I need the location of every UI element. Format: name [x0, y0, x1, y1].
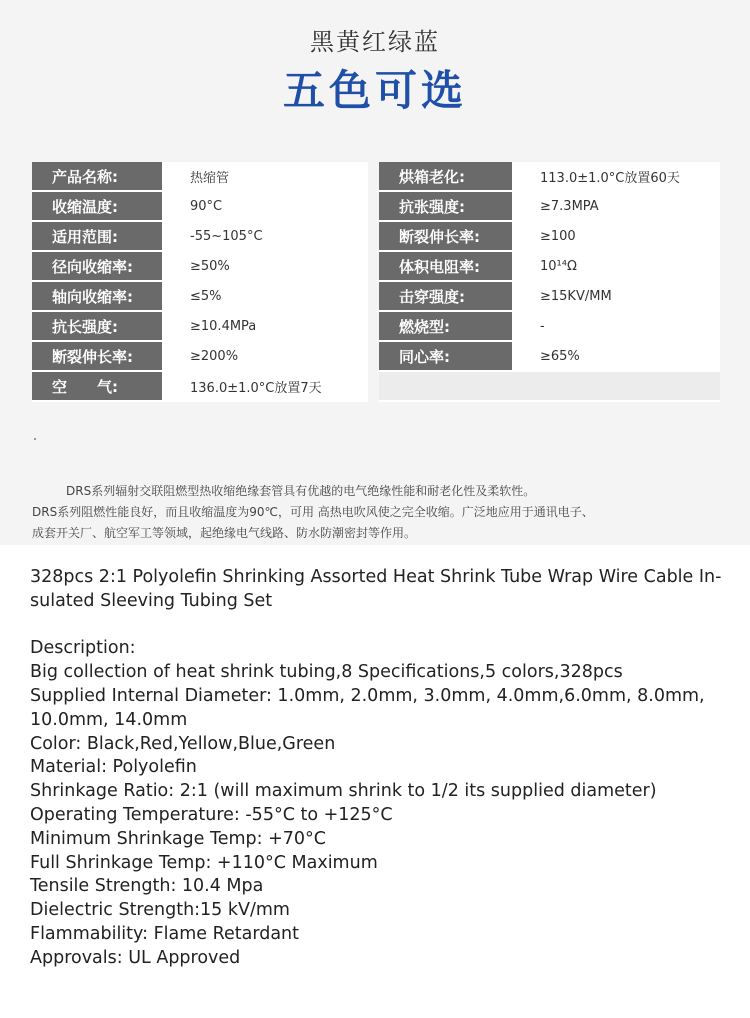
detail-line: Shrinkage Ratio: 2:1 (will maximum shrink to 1/2 its supplied diameter): [30, 781, 657, 802]
spec-label: 收缩温度:: [32, 191, 163, 221]
spec-table-right: [379, 162, 720, 402]
spec-label: 轴向收缩率:: [32, 281, 163, 311]
product-title: 328pcs 2:1 Polyolefin Shrinking Assorted Heat Shrink Tube Wrap Wire Cable In-sulated Sleeving Tubing Set: [30, 567, 722, 611]
spec-label: 同心率:: [379, 341, 513, 371]
empty-cell: [379, 371, 720, 401]
spec-value: ≥65%: [513, 341, 720, 371]
spec-value: 136.0±1.0°C放置7天: [163, 371, 368, 401]
spec-label: 径向收缩率:: [32, 251, 163, 281]
spec-value: ≥15KV/MM: [513, 281, 720, 311]
spec-value: ≥7.3MPA: [513, 191, 720, 221]
headline: 五色可选: [282, 66, 467, 115]
spec-row: [379, 341, 720, 371]
spec-row: [379, 221, 720, 251]
spec-row: [32, 371, 368, 401]
spec-row: [379, 251, 720, 281]
spec-value: ≥200%: [163, 341, 368, 371]
spec-value: -: [513, 311, 720, 341]
spec-row-empty: [379, 371, 720, 401]
cn-description-line: DRS系列辐射交联阻燃型热收缩绝缘套管具有优越的电气绝缘性能和耐老化性及柔软性。: [66, 484, 536, 498]
detail-line: Supplied Internal Diameter: 1.0mm, 2.0mm, 3.0mm, 4.0mm,6.0mm, 8.0mm, 10.0mm, 14.0mm: [30, 685, 705, 730]
spec-value: -55~105°C: [163, 221, 368, 251]
spec-label: 适用范围:: [32, 221, 163, 251]
stray-dot: [34, 438, 36, 440]
spec-label: 抗长强度:: [32, 311, 163, 341]
description-heading: Description:: [30, 638, 136, 659]
spec-row: [32, 281, 368, 311]
detail-line: Dielectric Strength:15 kV/mm: [30, 900, 290, 921]
spec-value: ≥100: [513, 221, 720, 251]
spec-row: [379, 281, 720, 311]
spec-label: 断裂伸长率:: [32, 341, 163, 371]
spec-value: ≤5%: [163, 281, 368, 311]
detail-line: Operating Temperature: -55°C to +125°C: [30, 804, 393, 825]
colors-line: 黑黄红绿蓝: [310, 28, 440, 56]
spec-row: [32, 191, 368, 221]
spec-value: ≥50%: [163, 251, 368, 281]
spec-label: 空 气:: [32, 371, 163, 401]
spec-row: [32, 221, 368, 251]
product-description: [30, 566, 730, 971]
spec-row: [379, 311, 720, 341]
spacer: [30, 614, 730, 638]
detail-line: Approvals: UL Approved: [30, 947, 241, 968]
spec-row: [379, 162, 720, 191]
detail-line: Full Shrinkage Temp: +110°C Maximum: [30, 852, 378, 873]
cn-description-line: DRS系列阻燃性能良好，而且收缩温度为90℃，可用 高热电吹风使之完全收缩。广泛地应用于通讯电子、: [32, 505, 594, 519]
spec-value: 10¹⁴Ω: [513, 251, 720, 281]
spec-value: ≥10.4MPa: [163, 311, 368, 341]
detail-line: Material: Polyolefin: [30, 757, 197, 778]
spec-label: 抗张强度:: [379, 191, 513, 221]
spec-value: 113.0±1.0°C放置60天: [513, 162, 720, 191]
spec-label: 体积电阻率:: [379, 251, 513, 281]
spec-label: 断裂伸长率:: [379, 221, 513, 251]
spec-label: 烘箱老化:: [379, 162, 513, 191]
detail-line: Tensile Strength: 10.4 Mpa: [30, 876, 264, 897]
spec-row: [379, 191, 720, 221]
spec-label: 燃烧型:: [379, 311, 513, 341]
detail-line: Big collection of heat shrink tubing,8 Specifications,5 colors,328pcs: [30, 662, 623, 683]
spec-value: 90°C: [163, 191, 368, 221]
detail-line: Minimum Shrinkage Temp: +70°C: [30, 828, 326, 849]
spec-row: [32, 251, 368, 281]
cn-description-line: 成套开关厂、航空军工等领域，起绝缘电气线路、防水防潮密封等作用。: [32, 526, 417, 540]
detail-line: Flammability: Flame Retardant: [30, 923, 299, 944]
spec-label: 击穿强度:: [379, 281, 513, 311]
spec-value: 热缩管: [163, 162, 368, 191]
spec-row: [32, 311, 368, 341]
detail-line: Color: Black,Red,Yellow,Blue,Green: [30, 733, 336, 754]
spec-label: 产品名称:: [32, 162, 163, 191]
spec-row: [32, 341, 368, 371]
spec-row: [32, 162, 368, 191]
spec-table-left: [32, 162, 368, 402]
